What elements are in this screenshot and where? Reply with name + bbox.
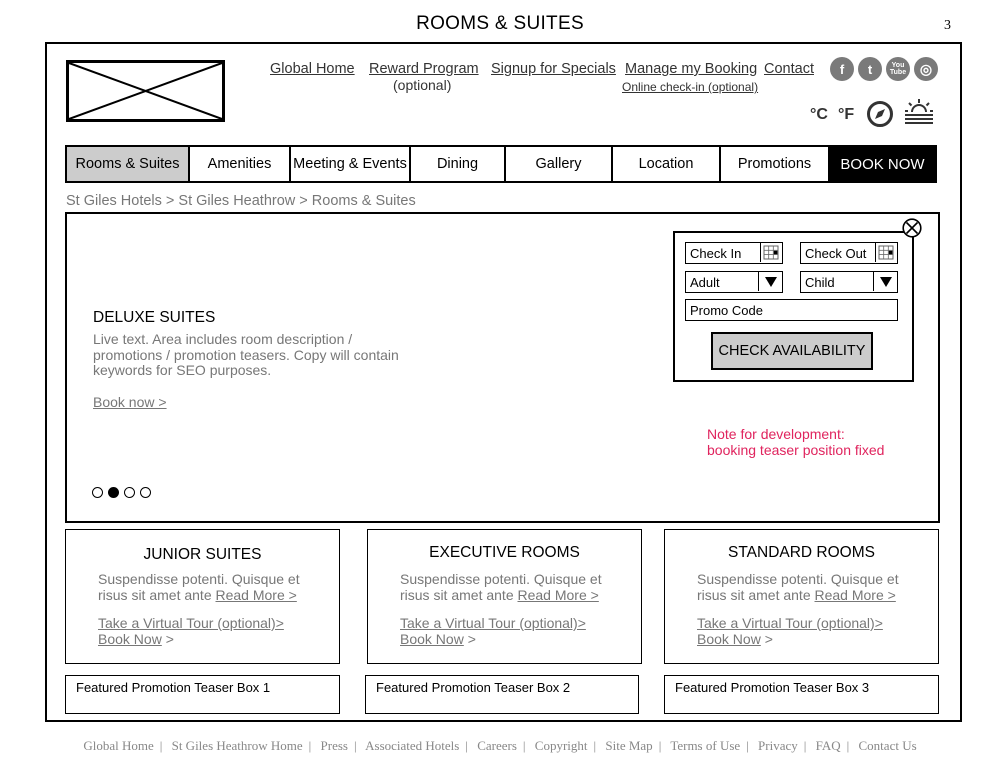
celsius-toggle[interactable]: °C: [810, 106, 828, 123]
book-now-link[interactable]: Book Now: [400, 630, 464, 647]
carousel-dot[interactable]: [140, 487, 151, 498]
nav-promotions[interactable]: Promotions: [721, 147, 830, 181]
card-links: [697, 616, 927, 647]
check-availability-button[interactable]: CHECK AVAILABILITY: [711, 332, 873, 370]
check-out-field[interactable]: [800, 242, 898, 264]
instagram-icon[interactable]: ◎: [914, 57, 938, 81]
nav-gallery[interactable]: Gallery: [506, 147, 613, 181]
page-title: ROOMS & SUITES: [416, 13, 584, 34]
card-description: Suspendisse potenti. Quisque et risus sit amet ante: [400, 571, 602, 603]
logo-placeholder[interactable]: [66, 60, 225, 122]
adult-select[interactable]: [685, 271, 783, 293]
carousel-dot[interactable]: [92, 487, 103, 498]
nav-rooms-suites[interactable]: Rooms & Suites: [67, 147, 190, 181]
virtual-tour-link[interactable]: Take a Virtual Tour (optional)>: [697, 615, 883, 631]
compass-icon[interactable]: [866, 100, 894, 128]
hero-body: Live text. Area includes room description / promotions / promotion teasers. Copy will contain keywords for SEO purposes.: [93, 331, 399, 378]
fahrenheit-toggle[interactable]: °F: [838, 106, 855, 123]
nav-amenities[interactable]: Amenities: [190, 147, 291, 181]
adult-label: Adult: [690, 274, 720, 290]
calendar-icon[interactable]: [760, 243, 782, 262]
card-text: [400, 572, 630, 603]
image-placeholder-icon: [69, 63, 222, 119]
promo-teaser-box-3[interactable]: Featured Promotion Teaser Box 3: [664, 675, 939, 714]
promo-teaser-box-1[interactable]: Featured Promotion Teaser Box 1: [65, 675, 340, 714]
footer-link-copyright[interactable]: Copyright: [534, 738, 588, 753]
book-now-arrow: >: [161, 630, 174, 647]
promo-teaser-box-2[interactable]: Featured Promotion Teaser Box 2: [365, 675, 639, 714]
footer-link-contact[interactable]: Contact Us: [858, 738, 917, 753]
dropdown-arrow-icon[interactable]: [758, 272, 782, 291]
close-icon[interactable]: [902, 218, 922, 238]
link-manage-booking[interactable]: Manage my Booking: [625, 61, 758, 77]
footer-link-associated-hotels[interactable]: Associated Hotels: [365, 738, 460, 753]
carousel-dot-active[interactable]: [108, 487, 119, 498]
book-now-arrow: >: [463, 630, 476, 647]
virtual-tour-link[interactable]: Take a Virtual Tour (optional)>: [400, 615, 586, 631]
footer-link-careers[interactable]: Careers: [477, 738, 517, 753]
check-in-field[interactable]: [685, 242, 783, 264]
link-reward-program[interactable]: Reward Program: [369, 61, 479, 77]
read-more-link[interactable]: Read More >: [517, 586, 599, 603]
virtual-tour-link[interactable]: Take a Virtual Tour (optional)>: [98, 615, 284, 631]
card-links: [400, 616, 630, 647]
card-description: Suspendisse potenti. Quisque et risus sit amet ante: [697, 571, 899, 603]
check-in-label: Check In: [690, 245, 742, 261]
breadcrumb[interactable]: St Giles Hotels > St Giles Heathrow > Rooms & Suites: [66, 193, 416, 209]
nav-dining[interactable]: Dining: [411, 147, 506, 181]
book-now-link[interactable]: Book Now: [697, 630, 761, 647]
card-title: STANDARD ROOMS: [728, 544, 875, 561]
facebook-icon[interactable]: f: [830, 57, 854, 81]
nav-book-now[interactable]: BOOK NOW: [830, 147, 935, 181]
footer-link-faq[interactable]: FAQ: [815, 738, 841, 753]
dropdown-arrow-icon[interactable]: [873, 272, 897, 291]
main-nav: [65, 145, 937, 183]
nav-meeting-events[interactable]: Meeting & Events: [291, 147, 411, 181]
weather-sunrise-icon: [903, 97, 935, 127]
youtube-icon[interactable]: You Tube: [886, 57, 910, 81]
footer-link-privacy[interactable]: Privacy: [758, 738, 798, 753]
nav-location[interactable]: Location: [613, 147, 721, 181]
child-select[interactable]: [800, 271, 898, 293]
link-signup-specials[interactable]: Signup for Specials: [491, 61, 616, 77]
read-more-link[interactable]: Read More >: [215, 586, 297, 603]
card-text: [697, 572, 927, 603]
card-links: [98, 616, 328, 647]
footer-links: Global Home | St Giles Heathrow Home | Press | Associated Hotels | Careers | Copyright | Site Map | Terms of Use | Privacy | FAQ | Contact Us: [83, 738, 917, 753]
promo-code-input[interactable]: [685, 299, 898, 321]
card-title: EXECUTIVE ROOMS: [429, 544, 580, 561]
promo-code-placeholder: Promo Code: [690, 302, 763, 318]
card-title: JUNIOR SUITES: [143, 546, 262, 563]
link-contact[interactable]: Contact: [764, 61, 814, 77]
development-note: [707, 427, 884, 458]
card-text: [98, 572, 328, 603]
room-card-executive: [367, 529, 642, 664]
card-description: Suspendisse potenti. Quisque et risus sit amet ante: [98, 571, 300, 603]
read-more-link[interactable]: Read More >: [814, 586, 896, 603]
tumblr-icon[interactable]: t: [858, 57, 882, 81]
dev-note-line-2: booking teaser position fixed: [707, 441, 885, 458]
check-out-label: Check Out: [805, 245, 867, 261]
hero-title: DELUXE SUITES: [93, 309, 216, 326]
footer-link-terms[interactable]: Terms of Use: [670, 738, 741, 753]
child-label: Child: [805, 274, 835, 290]
calendar-icon[interactable]: [875, 243, 897, 262]
hero-book-now-link[interactable]: Book now >: [93, 394, 167, 410]
book-now-arrow: >: [760, 630, 773, 647]
room-card-junior: [65, 529, 340, 664]
footer-link-global-home[interactable]: Global Home: [83, 738, 154, 753]
link-global-home[interactable]: Global Home: [270, 61, 355, 77]
book-now-link[interactable]: Book Now: [98, 630, 162, 647]
room-card-standard: [664, 529, 939, 664]
page-number: 3: [944, 18, 951, 33]
link-online-checkin[interactable]: Online check-in (optional): [622, 80, 759, 94]
reward-optional-note: (optional): [393, 77, 452, 93]
footer-link-heathrow-home[interactable]: St Giles Heathrow Home: [171, 738, 303, 753]
footer-link-press[interactable]: Press: [320, 738, 348, 753]
dev-note-line-1: Note for development:: [707, 426, 845, 442]
carousel-dot[interactable]: [124, 487, 135, 498]
footer-link-site-map[interactable]: Site Map: [605, 738, 653, 753]
